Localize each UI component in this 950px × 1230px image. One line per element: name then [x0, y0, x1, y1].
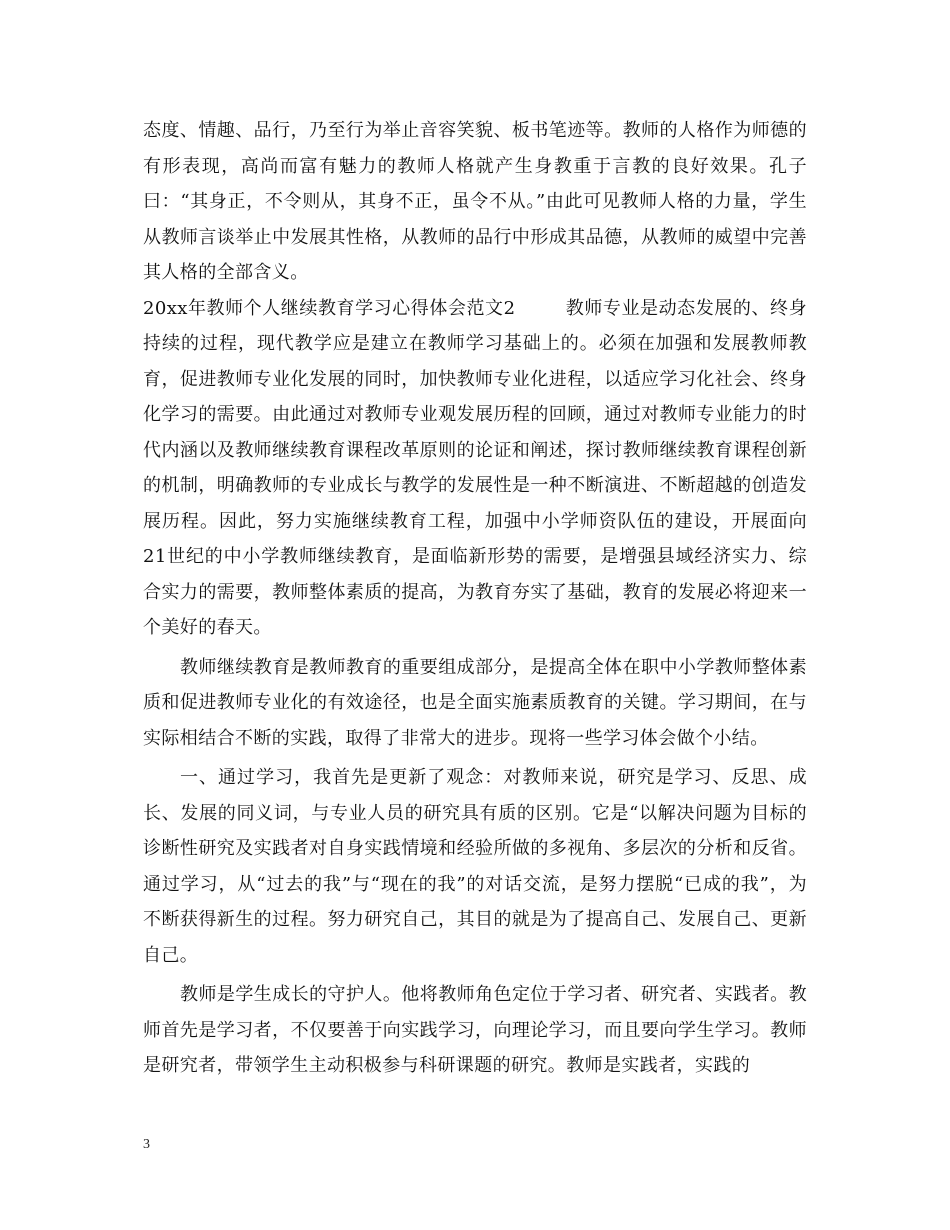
paragraph-1 — [143, 113, 807, 291]
paragraph-2-text: 教师专业是动态发展的、终身持续的过程，现代教学应是建立在教师学习基础上的。必须在加强和发展教师教育，促进教师专业化发展的同时，加快教师专业化进程，以适应学习化社会、终身化学习的需要。由此通过对教师专业观发展历程的回顾，通过对教师专业能力的时代内涵以及教师继续教育课程改革原则的论证和阐述，探讨教师继续教育课程创新的机制，明确教师的专业成长与教学的发展性是一种不断演进、不断超越的创造发展历程。因此，努力实施继续教育工程，加强中小学师资队伍的建设，开展面向21世纪的中小学教师继续教育，是面临新形势的需要，是增强县域经济实力、综合实力的需要，教师整体素质的提高，为教育夯实了基础，教育的发展必将迎来一个美好的春天。 — [143, 297, 807, 638]
paragraph-4 — [143, 760, 807, 973]
paragraph-3-text: 教师继续教育是教师教育的重要组成部分，是提高全体在职中小学教师整体素质和促进教师专业化的有效途径，也是全面实施素质教育的关键。学习期间，在与实际相结合不断的实践，取得了非常大的进步。现将一些学习体会做个小结。 — [143, 656, 807, 749]
paragraph-3 — [143, 650, 807, 757]
paragraph-1-text: 态度、情趣、品行，乃至行为举止音容笑貌、板书笔迹等。教师的人格作为师德的有形表现，高尚而富有魅力的教师人格就产生身教重于言教的良好效果。孔子曰：“其身正，不令则从，其身不正，虽令不从。”由此可见教师人格的力量，学生从教师言谈举止中发展其性格，从教师的品行中形成其品德，从教师的威望中完善其人格的全部含义。 — [143, 120, 807, 283]
paragraph-2 — [143, 291, 807, 646]
paragraph-5 — [143, 977, 807, 1084]
document-body — [143, 113, 807, 1084]
paragraph-4-text: 一、通过学习，我首先是更新了观念：对教师来说，研究是学习、反思、成长、发展的同义词，与专业人员的研究具有质的区别。它是“以解决问题为目标的诊断性研究及实践者对自身实践情境和经验所做的多视角、多层次的分析和反省。通过学习，从“过去的我”与“现在的我”的对话交流，是努力摆脱“已成的我”，为不断获得新生的过程。努力研究自己，其目的就是为了提高自己、发展自己、更新自己。 — [143, 767, 807, 966]
page-number: 3 — [143, 1137, 150, 1152]
paragraph-5-text: 教师是学生成长的守护人。他将教师角色定位于学习者、研究者、实践者。教师首先是学习者，不仅要善于向实践学习，向理论学习，而且要向学生学习。教师是研究者，带领学生主动积极参与科研课题的研究。教师是实践者，实践的 — [143, 984, 807, 1076]
section-title: 20xx年教师个人继续教育学习心得体会范文2 — [143, 297, 516, 319]
